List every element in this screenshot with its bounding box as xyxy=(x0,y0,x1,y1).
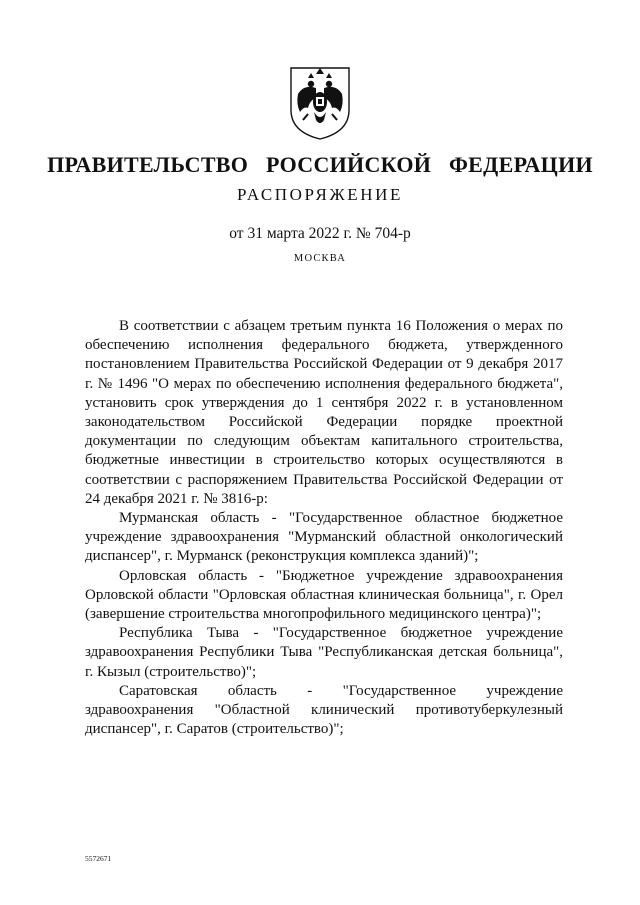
document-date-number: от 31 марта 2022 г. № 704-р xyxy=(229,225,411,242)
body-paragraph: В соответствии с абзацем третьим пункта 16 Положения о мерах по обеспечению исполнения федерального бюджета, утвержденного постановлением Правительства Российской Федерации от 9 декабря 2017 г. № 1496 "О мерах по обеспечению исполнения федерального бюджета", установить срок утверждения до 1 сентября 2022 г. в установленном законодательством Российской Федерации порядке проектной документации по следующим объектам капитального строительства, бюджетные инвестиции в строительство которых осуществляются в соответствии с распоряжением Правительства Российской Федерации от 24 декабря 2021 г. № 3816-р: xyxy=(85,318,563,507)
document-code: 5572671 xyxy=(85,854,112,863)
document-type: РАСПОРЯЖЕНИЕ xyxy=(236,185,404,204)
body-paragraph: Саратовская область - "Государственное учреждение здравоохранения "Областной клинический противотуберкулезный диспансер", г. Саратов (строительство)"; xyxy=(85,682,563,738)
document-city: МОСКВА xyxy=(293,253,347,264)
body-paragraph: Мурманская область - "Государственное областное бюджетное учреждение здравоохранения "Мурманский областной онкологический диспансер", г. Мурманск (реконструкция комплекса зданий)"; xyxy=(85,510,563,565)
document-body xyxy=(85,317,563,739)
body-paragraph: Орловская область - "Бюджетное учреждение здравоохранения Орловской области "Орловская областная клиническая больница", г. Орел (завершение строительства многопрофильного медицинского центра)"; xyxy=(85,567,563,623)
government-title: ПРАВИТЕЛЬСТВО РОССИЙСКОЙ ФЕДЕРАЦИИ xyxy=(47,152,593,177)
body-paragraph: Республика Тыва - "Государственное бюджетное учреждение здравоохранения Республики Тыва "Республиканская детская больница", г. Кызыл (строительство)"; xyxy=(85,625,563,680)
coat-of-arms-icon xyxy=(286,64,354,142)
